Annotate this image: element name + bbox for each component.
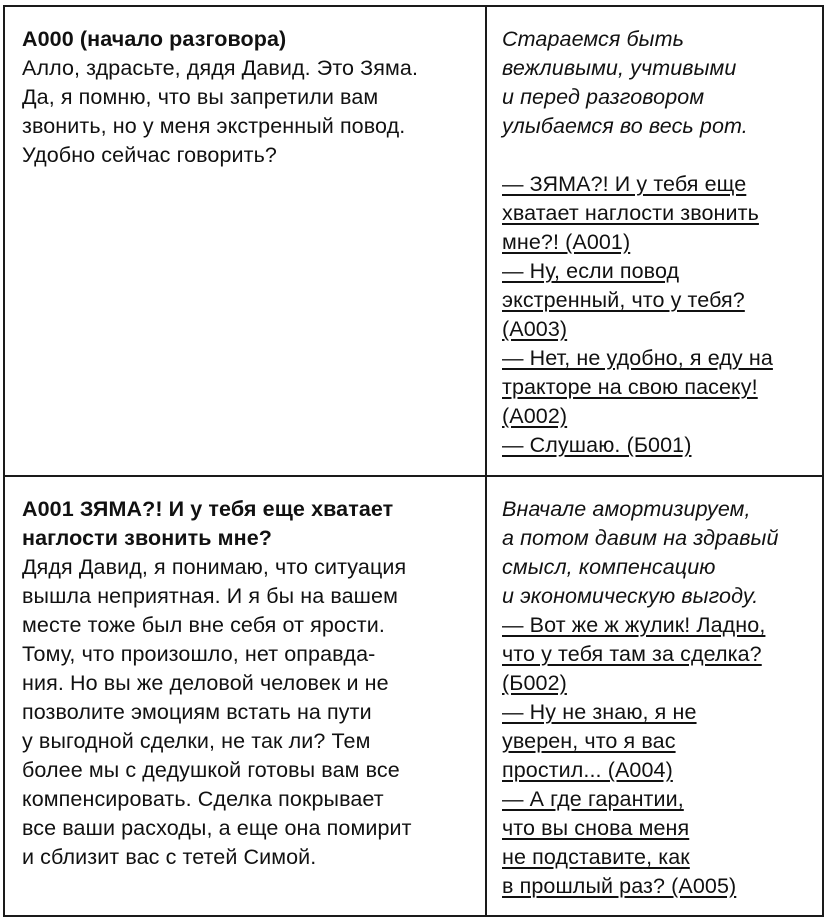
title-line: А001 ЗЯМА?! И у тебя еще хватает bbox=[22, 497, 394, 521]
tactic-note bbox=[502, 25, 816, 141]
reply-link[interactable]: уверен, что я вас bbox=[502, 729, 676, 753]
speech-line: более мы с дедушкой готовы вам все bbox=[22, 758, 400, 782]
tactic-note bbox=[502, 495, 816, 611]
reply-link[interactable]: простил... (А004) bbox=[502, 758, 673, 782]
reply-link[interactable]: — Вот же ж жулик! Ладно, bbox=[502, 613, 766, 637]
speech-cell bbox=[4, 476, 486, 916]
note-line: Стараемся быть bbox=[502, 27, 685, 51]
speech-text bbox=[22, 54, 473, 170]
speech-line: все ваши расходы, а еще она помирит bbox=[22, 816, 412, 840]
reply-link[interactable]: хватает наглости звонить bbox=[502, 201, 759, 225]
reply-link[interactable]: не подставите, как bbox=[502, 845, 690, 869]
block-title bbox=[22, 25, 473, 54]
reply-link[interactable]: — Нет, не удобно, я еду на bbox=[502, 346, 773, 370]
reply-link[interactable]: что у тебя там за сделка? bbox=[502, 642, 762, 666]
reply-link[interactable]: (А002) bbox=[502, 404, 568, 428]
reply-link[interactable]: (А003) bbox=[502, 317, 568, 341]
speech-line: вышла неприятная. И я бы на вашем bbox=[22, 584, 398, 608]
note-line: и экономическую выгоду. bbox=[502, 584, 759, 608]
note-line: Вначале амортизируем, bbox=[502, 497, 751, 521]
speech-line: звонить, но у меня экстренный повод. bbox=[22, 114, 406, 138]
script-table bbox=[3, 5, 824, 917]
script-row-a001 bbox=[4, 476, 823, 916]
note-cell bbox=[486, 476, 823, 916]
note-line: вежливыми, учтивыми bbox=[502, 56, 737, 80]
speech-line: месте тоже был вне себя от ярости. bbox=[22, 613, 385, 637]
reply-options bbox=[502, 170, 816, 460]
reply-link[interactable]: тракторе на свою пасеку! bbox=[502, 375, 758, 399]
speech-text bbox=[22, 553, 473, 872]
spacer bbox=[502, 141, 816, 170]
reply-link[interactable]: — Слушаю. (Б001) bbox=[502, 433, 692, 457]
speech-cell bbox=[4, 6, 486, 476]
reply-options bbox=[502, 611, 816, 901]
speech-line: Дядя Давид, я понимаю, что ситуация bbox=[22, 555, 407, 579]
title-line: А000 (начало разговора) bbox=[22, 27, 287, 51]
speech-line: Тому, что произошло, нет оправда- bbox=[22, 642, 376, 666]
note-line: а потом давим на здравый bbox=[502, 526, 779, 550]
speech-line: Алло, здрасьте, дядя Давид. Это Зяма. bbox=[22, 56, 419, 80]
title-line: наглости звонить мне? bbox=[22, 526, 273, 550]
speech-line: Да, я помню, что вы запретили вам bbox=[22, 85, 379, 109]
script-row-a000 bbox=[4, 6, 823, 476]
reply-link[interactable]: в прошлый раз? (А005) bbox=[502, 874, 737, 898]
speech-line: позволите эмоциям встать на пути bbox=[22, 700, 372, 724]
block-title bbox=[22, 495, 473, 553]
reply-link[interactable]: экстренный, что у тебя? bbox=[502, 288, 745, 312]
speech-line: Удобно сейчас говорить? bbox=[22, 143, 277, 167]
speech-line: и сблизит вас с тетей Симой. bbox=[22, 845, 317, 869]
reply-link[interactable]: — А где гарантии, bbox=[502, 787, 684, 811]
reply-link[interactable]: — ЗЯМА?! И у тебя еще bbox=[502, 172, 747, 196]
note-line: улыбаемся во весь рот. bbox=[502, 114, 748, 138]
reply-link[interactable]: что вы снова меня bbox=[502, 816, 690, 840]
speech-line: у выгодной сделки, не так ли? Тем bbox=[22, 729, 371, 753]
reply-link[interactable]: — Ну, если повод bbox=[502, 259, 680, 283]
note-line: смысл, компенсацию bbox=[502, 555, 716, 579]
speech-line: компенсировать. Сделка покрывает bbox=[22, 787, 384, 811]
speech-line: ния. Но вы же деловой человек и не bbox=[22, 671, 389, 695]
reply-link[interactable]: — Ну не знаю, я не bbox=[502, 700, 697, 724]
note-cell bbox=[486, 6, 823, 476]
note-line: и перед разговором bbox=[502, 85, 705, 109]
reply-link[interactable]: мне?! (А001) bbox=[502, 230, 631, 254]
reply-link[interactable]: (Б002) bbox=[502, 671, 567, 695]
